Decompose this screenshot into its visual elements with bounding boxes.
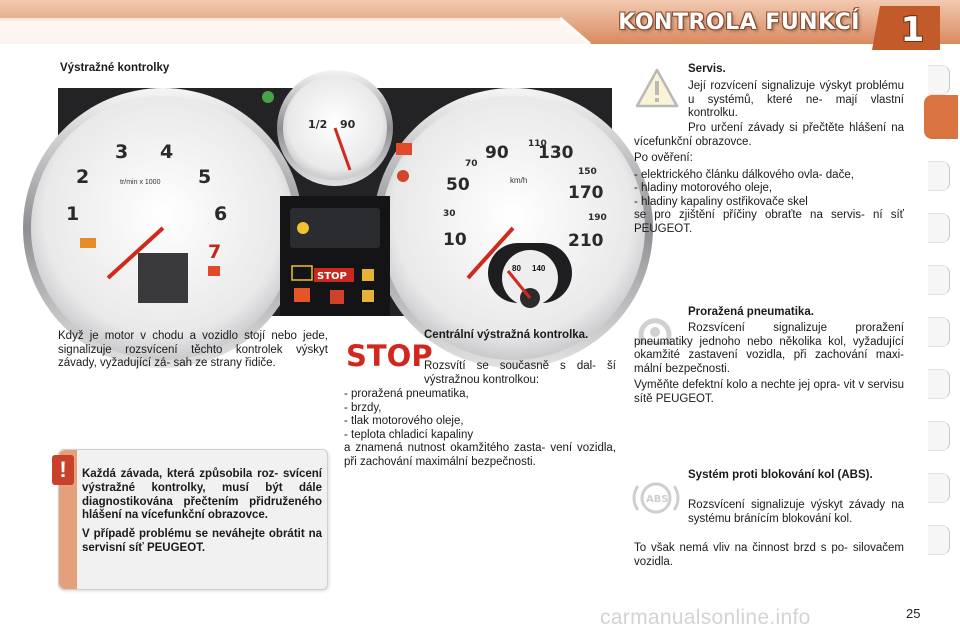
stop-icon-label: STOP bbox=[346, 339, 433, 373]
speedo-label: 190 bbox=[588, 213, 607, 223]
chapter-tab-active[interactable] bbox=[924, 95, 958, 139]
chapter-tab[interactable] bbox=[928, 65, 950, 95]
abs-section-p1: Rozsvícení signalizuje výskyt závady na systému bránícím blokování kol. bbox=[688, 499, 904, 525]
chapter-tab[interactable] bbox=[928, 161, 950, 191]
list-item: - elektrického článku dálkového ovla- dače, bbox=[634, 168, 854, 181]
speedo-label: 130 bbox=[538, 143, 574, 163]
indicator-lamp-icon bbox=[262, 91, 274, 103]
stop-warning-icon bbox=[344, 337, 433, 373]
warning-lamp-icon bbox=[297, 222, 309, 234]
stop-conditions-list bbox=[344, 388, 616, 442]
abs-warning-icon bbox=[634, 478, 678, 518]
stop-lamp-label: STOP bbox=[317, 271, 347, 282]
chapter-tab[interactable] bbox=[928, 421, 950, 451]
tyre-section-title: Proražená pneumatika. bbox=[688, 306, 814, 318]
service-lamp-icon bbox=[362, 269, 374, 281]
speedo-label: 50 bbox=[446, 175, 470, 195]
service-section-body bbox=[634, 122, 904, 239]
service-warning-icon bbox=[634, 67, 680, 109]
chapter-number: 1 bbox=[900, 10, 925, 50]
tacho-label: 3 bbox=[115, 141, 129, 163]
service-checks-list bbox=[634, 169, 904, 210]
oil-gauge-label: 140 bbox=[532, 264, 546, 273]
speedo-label: 150 bbox=[578, 167, 597, 177]
list-item: - tlak motorového oleje, bbox=[344, 415, 464, 427]
intro-paragraph: Když je motor v chodu a vozidlo stojí nebo jede, signalizuje rozsvícení těchto kontrolek výskyt závady, vyžadující zá- sah ze strany řidiče. bbox=[58, 330, 328, 369]
temp-gauge-label: 90 bbox=[340, 118, 356, 131]
speedo-label: 10 bbox=[443, 230, 467, 250]
stop-section-title: Centrální výstražná kontrolka. bbox=[424, 329, 589, 341]
list-item: - hladiny motorového oleje, bbox=[634, 182, 773, 194]
chapter-tabs bbox=[926, 65, 952, 575]
section-title: Výstražné kontrolky bbox=[60, 62, 170, 74]
service-section-title: Servis. bbox=[688, 63, 726, 75]
abs-icon-label: ABS bbox=[646, 494, 669, 505]
battery-lamp-icon bbox=[396, 143, 412, 155]
tyre-section-p2: Vyměňte defektní kolo a nechte jej opra- vit v servisu sítě PEUGEOT. bbox=[634, 379, 904, 405]
service-section-p4: se pro zjištění příčiny obraťte na servis- ní síť PEUGEOT. bbox=[634, 209, 904, 235]
page-header-title: KONTROLA FUNKCÍ bbox=[618, 10, 860, 35]
tacho-label: 1 bbox=[66, 203, 80, 225]
chapter-tab[interactable] bbox=[928, 265, 950, 295]
stop-section-intro: Rozsvítí se současně s dal- ší výstražnou kontrolkou: bbox=[424, 360, 616, 386]
speedo-label: 30 bbox=[443, 209, 456, 219]
list-item: - teplota chladicí kapaliny bbox=[344, 428, 474, 441]
list-item: - proražená pneumatika, bbox=[344, 388, 469, 400]
service-section-p1: Její rozvícení signalizuje výskyt problému u systémů, které ne- mají vlastní kontrolku. bbox=[688, 80, 904, 119]
brake-lamp-icon bbox=[294, 288, 310, 302]
chapter-tab[interactable] bbox=[928, 473, 950, 503]
stop-section-body bbox=[344, 388, 616, 472]
header-band bbox=[0, 0, 960, 50]
tacho-label: 4 bbox=[160, 141, 174, 163]
tacho-unit: tr/min x 1000 bbox=[120, 179, 161, 186]
exclamation-icon: ! bbox=[52, 455, 74, 485]
speedo-label: 170 bbox=[568, 183, 604, 203]
oil-gauge-label: 80 bbox=[512, 264, 521, 273]
warning-note-paragraph: Každá závada, která způsobila roz- svícení výstražné kontrolky, musí být dále diagnostikována přečtením přidruženého hlášení na vícefunkční obrazovce. bbox=[82, 468, 322, 522]
tacho-label: 6 bbox=[214, 203, 228, 225]
oil-lamp-icon bbox=[208, 266, 220, 276]
fuel-gauge-label: 1/2 bbox=[308, 118, 328, 131]
speedo-label: 90 bbox=[485, 143, 509, 163]
speedo-label: 70 bbox=[465, 159, 478, 169]
list-item: - brzdy, bbox=[344, 401, 382, 414]
tacho-label: 5 bbox=[198, 166, 212, 188]
speedo-label: 110 bbox=[528, 139, 547, 149]
service-section-p2: Pro určení závady si přečtěte hlášení na vícefunkční obrazovce. bbox=[634, 122, 904, 148]
chapter-tab[interactable] bbox=[928, 317, 950, 347]
watermark: carmanualsonline.info bbox=[600, 606, 811, 629]
chapter-tab[interactable] bbox=[928, 369, 950, 399]
list-item: - hladiny kapaliny ostřikovače skel bbox=[634, 195, 808, 208]
speedo-unit: km/h bbox=[510, 176, 528, 185]
page-number: 25 bbox=[906, 606, 921, 621]
seatbelt-lamp-icon bbox=[362, 290, 374, 302]
stop-section-outro: a znamená nutnost okamžitého zasta- vení vozidla, při zachování maximální bezpečnosti. bbox=[344, 442, 616, 468]
tacho-label: 2 bbox=[76, 166, 90, 188]
tyre-section-body bbox=[634, 322, 904, 409]
speedo-label: 210 bbox=[568, 231, 604, 251]
engine-lamp-icon bbox=[80, 238, 96, 248]
abs-section-title: Systém proti blokování kol (ABS). bbox=[688, 469, 873, 481]
handbrake-lamp-icon bbox=[397, 170, 409, 182]
abs-section-p2: To však nemá vliv na činnost brzd s po- silovačem vozidla. bbox=[634, 542, 904, 568]
instrument-cluster bbox=[58, 88, 612, 316]
chapter-tab[interactable] bbox=[928, 525, 950, 555]
chapter-tab[interactable] bbox=[928, 213, 950, 243]
warning-note-paragraph: V případě problému se neváhejte obrátit na servisní síť PEUGEOT. bbox=[82, 528, 322, 554]
odometer-display bbox=[138, 253, 188, 303]
instrument-panel-photo bbox=[58, 88, 612, 316]
warning-note-text bbox=[82, 468, 322, 561]
service-section-p3: Po ověření: bbox=[634, 152, 693, 164]
tacho-label: 7 bbox=[208, 241, 222, 263]
tyre-section-p1: Rozsvícení signalizuje proražení pneumatiky jednoho nebo několika kol, vyžadující okamžité zastavení vozidla, při zachování maxi- mální bezpečnosti. bbox=[634, 322, 904, 375]
airbag-lamp-icon bbox=[330, 290, 344, 304]
